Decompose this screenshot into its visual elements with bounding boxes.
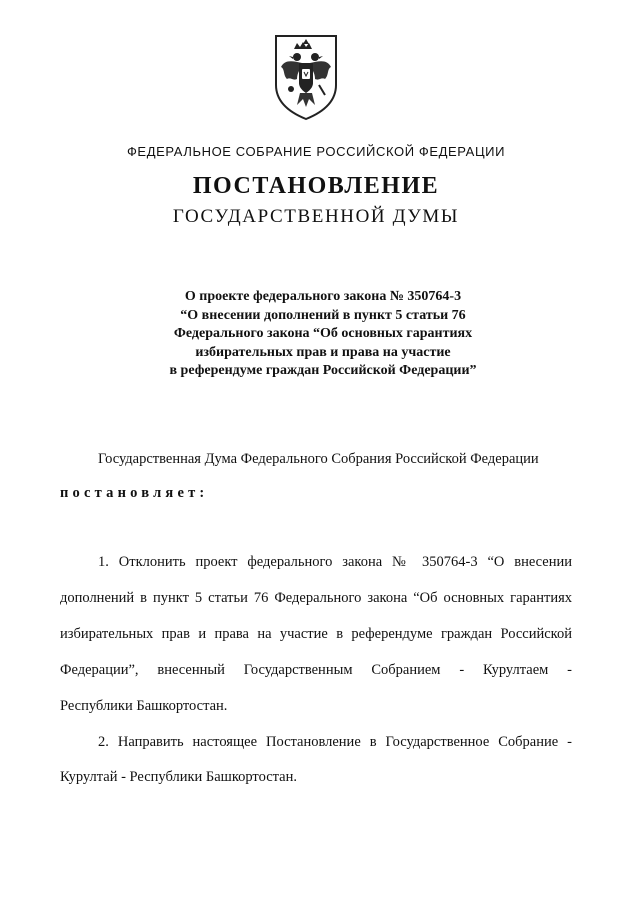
paragraph-1-line: Республики Башкортостан. <box>60 698 228 714</box>
paragraph-1-line: 1. Отклонить проект федерального закона № 350764-3 “О внесении <box>98 554 572 570</box>
subject-line: “О внесении дополнений в пункт 5 статьи 76 <box>180 307 466 323</box>
organization-line: ФЕДЕРАЛЬНОЕ СОБРАНИЕ РОССИЙСКОЙ ФЕДЕРАЦИИ <box>126 144 506 159</box>
subject-line: Федерального закона “Об основных гарантиях <box>173 326 473 341</box>
subject-line: избирательных прав и права на участие <box>195 344 451 360</box>
resolves-label: постановляет: <box>60 485 209 501</box>
paragraph-2-line: 2. Направить настоящее Постановление в Государственное Собрание - <box>98 734 572 750</box>
paragraph-1-line: дополнений в пункт 5 статьи 76 Федерального закона “Об основных гарантиях <box>60 590 572 606</box>
preamble: Государственная Дума Федерального Собрания Российской Федерации <box>98 451 539 467</box>
document-subject <box>123 288 523 381</box>
document-issuer-subtitle: ГОСУДАРСТВЕННОЙ ДУМЫ <box>172 206 460 227</box>
subject-line: О проекте федерального закона № 350764-3 <box>184 289 462 304</box>
paragraph-1-line: избирательных прав и права на участие в референдуме граждан Российской <box>60 626 572 642</box>
subject-line: в референдуме граждан Российской Федерации” <box>169 363 477 378</box>
document-type-title: ПОСТАНОВЛЕНИЕ <box>192 173 440 199</box>
paragraph-1-line: Федерации”, внесенный Государственным Собранием - Курултаем - <box>60 662 572 678</box>
paragraph-2-line: Курултай - Республики Башкортостан. <box>60 769 297 785</box>
russian-coat-of-arms-icon <box>273 33 339 121</box>
